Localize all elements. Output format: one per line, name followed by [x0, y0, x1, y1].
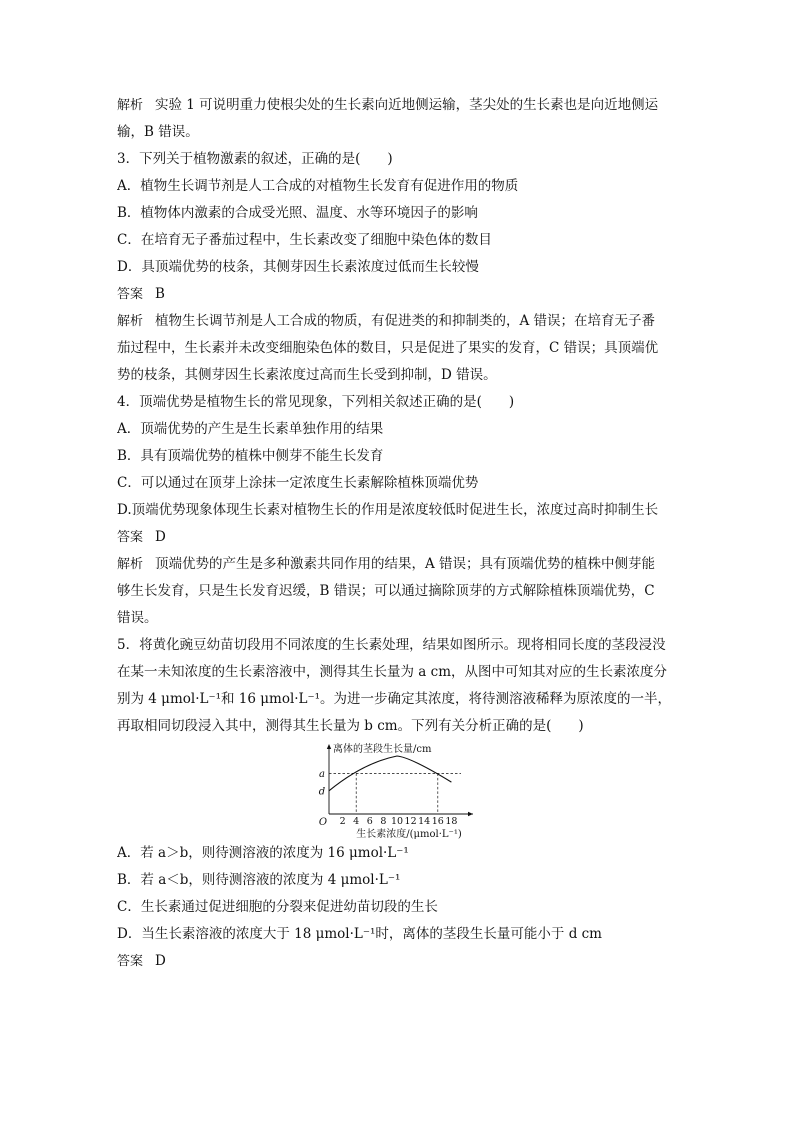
line-text: 在某一未知浓度的生长素溶液中，测得其生长量为 a cm，从图中可知其对应的生长素浓度分: [117, 664, 667, 680]
line-text: 够生长发育，只是生长发育迟缓，B 错误；可以通过摘除顶芽的方式解除植株顶端优势，C: [117, 583, 655, 599]
text-line: [117, 308, 679, 335]
x-tick-label: 18: [445, 816, 458, 827]
line-text: D: [155, 953, 166, 969]
text-line: [117, 894, 679, 921]
x-axis-arrow: [468, 812, 473, 816]
line-text: D.顶端优势现象体现生长素对植物生长的作用是浓度较低时促进生长，浓度过高时抑制生长: [117, 502, 659, 518]
text-line: [117, 551, 679, 578]
text-line: [117, 948, 679, 975]
text-line: [117, 659, 679, 686]
x-tick-label: 6: [366, 816, 373, 827]
y-axis-label: 离体的茎段生长量/cm: [333, 744, 432, 755]
text-line: [117, 227, 679, 254]
line-label: 答案: [117, 287, 144, 302]
line-text: B．植物体内激素的合成受光照、温度、水等环境因子的影响: [117, 205, 478, 221]
line-text: 再取相同切段浸入其中，测得其生长量为 b cm。下列有关分析正确的是( ): [117, 718, 584, 734]
line-text: 4．顶端优势是植物生长的常见现象，下列相关叙述正确的是( ): [117, 394, 515, 410]
text-line: [117, 254, 679, 281]
text-line: [117, 362, 679, 389]
text-line: [117, 173, 679, 200]
text-block-bottom: [117, 840, 679, 975]
text-line: [117, 840, 679, 867]
text-line: [117, 200, 679, 227]
text-line: [117, 416, 679, 443]
y-axis-arrow: [327, 744, 331, 749]
document-content: [117, 92, 679, 975]
text-line: [117, 578, 679, 605]
text-line: [117, 470, 679, 497]
line-text: 顶端优势的产生是多种激素共同作用的结果，A 错误；具有顶端优势的植株中侧芽能: [155, 556, 656, 572]
text-line: [117, 867, 679, 894]
text-line: [117, 281, 679, 308]
line-text: D: [155, 529, 166, 545]
line-text: C．生长素通过促进细胞的分裂来促进幼苗切段的生长: [117, 899, 438, 915]
text-line: [117, 497, 679, 524]
line-text: 植物生长调节剂是人工合成的物质，有促进类的和抑制类的，A 错误；在培育无子番: [155, 313, 656, 329]
text-block-top: [117, 92, 679, 740]
line-text: 5．将黄化豌豆幼苗切段用不同浓度的生长素处理，结果如图所示。现将相同长度的茎段浸没: [117, 637, 666, 653]
line-text: C．可以通过在顶芽上涂抹一定浓度生长素解除植株顶端优势: [117, 475, 479, 491]
x-tick-label: 4: [353, 816, 360, 827]
x-tick-label: 8: [380, 816, 387, 827]
line-label: 解析: [117, 557, 144, 572]
line-text: B: [155, 286, 165, 302]
text-line: [117, 921, 679, 948]
text-line: [117, 443, 679, 470]
x-tick-label: 2: [339, 816, 346, 827]
figure-growth-chart: [117, 740, 679, 840]
text-line: [117, 686, 679, 713]
line-text: 茄过程中，生长素并未改变细胞染色体的数目，只是促进了果实的发育，C 错误；具顶端优: [117, 340, 659, 356]
line-text: A．顶端优势的产生是生长素单独作用的结果: [117, 421, 384, 437]
y-label-a: a: [319, 768, 325, 780]
line-label: 解析: [117, 98, 144, 113]
text-line: [117, 146, 679, 173]
text-line: [117, 389, 679, 416]
line-text: 错误。: [117, 610, 158, 626]
line-label: 答案: [117, 954, 144, 969]
line-label: 答案: [117, 530, 144, 545]
text-line: [117, 632, 679, 659]
line-text: B．若 a＜b，则待测溶液的浓度为 4 μmol·L⁻¹: [117, 872, 401, 888]
line-text: D．具顶端优势的枝条，其侧芽因生长素浓度过低而生长较慢: [117, 259, 479, 275]
line-text: A．若 a＞b，则待测溶液的浓度为 16 μmol·L⁻¹: [117, 845, 409, 861]
line-text: 输，B 错误。: [117, 124, 199, 140]
x-tick-label: 16: [431, 816, 444, 827]
text-line: [117, 524, 679, 551]
x-tick-label: 12: [404, 816, 417, 827]
y-label-d: d: [318, 786, 326, 798]
text-line: [117, 605, 679, 632]
line-text: C．在培育无子番茄过程中，生长素改变了细胞中染色体的数目: [117, 232, 492, 248]
x-axis-label: 生长素浓度/(μmol·L⁻¹): [356, 829, 462, 840]
line-text: B．具有顶端优势的植株中侧芽不能生长发育: [117, 448, 384, 464]
line-text: 别为 4 μmol·L⁻¹和 16 μmol·L⁻¹。为进一步确定其浓度，将待测溶液稀释为原浓度的一半，: [117, 691, 672, 707]
line-label: 解析: [117, 314, 144, 329]
text-line: [117, 119, 679, 146]
line-text: 实验 1 可说明重力使根尖处的生长素向近地侧运输，茎尖处的生长素也是向近地侧运: [155, 97, 659, 113]
line-text: D．当生长素溶液的浓度大于 18 μmol·L⁻¹时，离体的茎段生长量可能小于 d cm: [117, 926, 602, 942]
text-line: [117, 335, 679, 362]
x-tick-label: 10: [390, 816, 404, 827]
origin-label: O: [318, 817, 328, 828]
line-text: 3．下列关于植物激素的叙述，正确的是( ): [117, 151, 393, 167]
x-tick-label: 14: [418, 816, 431, 827]
text-line: [117, 92, 679, 119]
line-text: 势的枝条，其侧芽因生长素浓度过高而生长受到抑制，D 错误。: [117, 367, 497, 383]
line-text: A．植物生长调节剂是人工合成的对植物生长发育有促进作用的物质: [117, 178, 519, 194]
text-line: [117, 713, 679, 740]
growth-chart: [315, 742, 485, 840]
